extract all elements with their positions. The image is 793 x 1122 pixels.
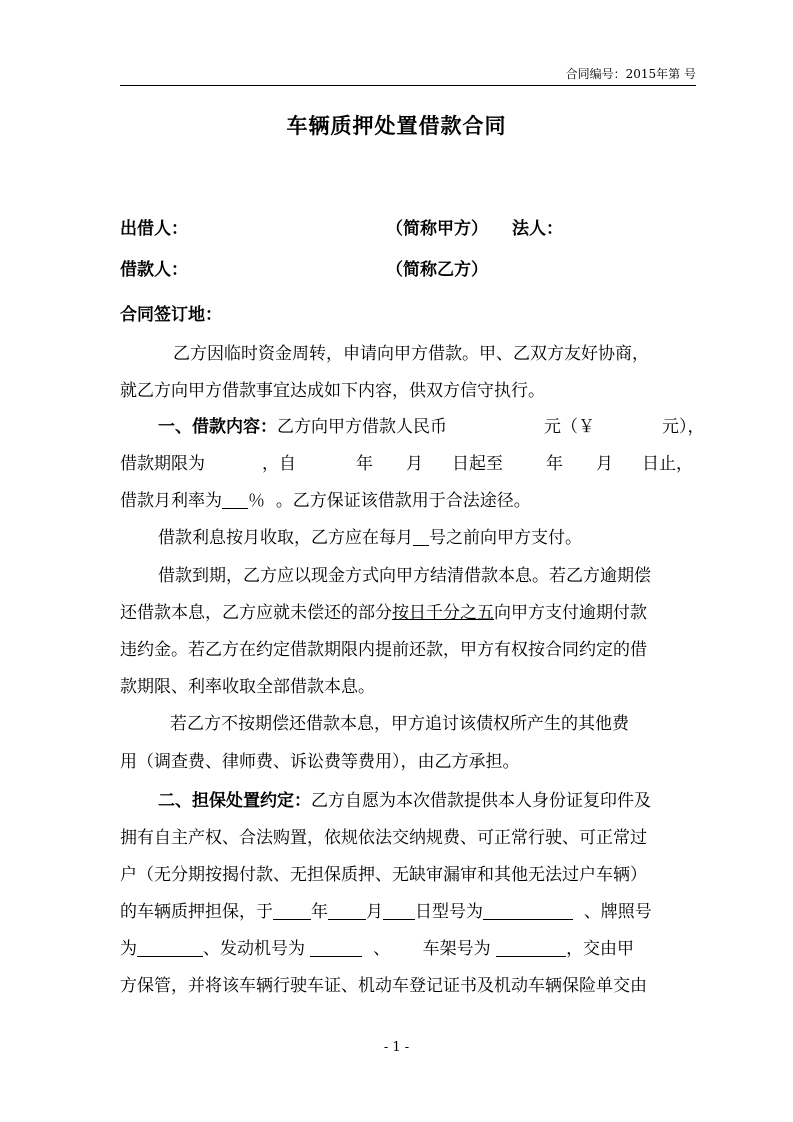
cost-line-1: 若乙方不按期偿还借款本息，甲方追讨该债权所产生的其他费 [170, 714, 629, 734]
pledge-year-blank [273, 901, 311, 920]
section2-line-2: 拥有自主产权、合法购置，依规依法交纳规费、可正常行驶、可正常过 [120, 828, 647, 848]
engine-label: 、发动机号为 [203, 939, 305, 959]
term-label: 借款期限为 [120, 454, 205, 474]
rate-label: 借款月利率为 [120, 491, 222, 511]
amount-yuan-label: 元（￥ [544, 417, 595, 437]
penalty-rate: 按日千分之五 [392, 603, 494, 623]
term-end-day: 日止， [642, 454, 693, 474]
pledge-day-blank [383, 901, 415, 920]
section2-line-5 [120, 937, 634, 961]
plate-label: 、牌照号 [583, 902, 652, 922]
legal-rep-label: 法人： [512, 219, 563, 239]
model-label: 日型号为 [415, 902, 483, 922]
term-end-year: 年 [546, 454, 563, 474]
pledge-year-label: 年 [311, 902, 328, 922]
document-title: 车辆质押处置借款合同 [286, 113, 507, 138]
due-line-4: 款期限、利率收取全部借款本息。 [120, 677, 375, 697]
section2-line-6: 方保管，并将该车辆行驶车证、机动车登记证书及机动车辆保险单交由 [120, 976, 647, 996]
section2-line-1 [158, 789, 651, 813]
page-number: - 1 - [383, 1040, 410, 1055]
due-line-1: 借款到期，乙方应以现金方式向甲方结清借款本息。若乙方逾期偿 [158, 566, 651, 586]
section2-line-4 [120, 900, 652, 924]
due-line-2 [120, 601, 647, 625]
engine-blank [310, 938, 362, 957]
section2-line-3: 户（无分期按揭付款、无担保质押、无缺审漏审和其他无法过户车辆） [120, 865, 647, 885]
rate-percent: ％ [248, 491, 265, 511]
interest-line [158, 526, 582, 550]
section2-text-1: 乙方自愿为本次借款提供本人身份证复印件及 [311, 791, 651, 811]
rate-blank [222, 490, 248, 509]
term-start-year: 年 [356, 454, 373, 474]
pledge-date-text: 的车辆质押担保，于 [120, 902, 273, 922]
pledge-month-label: 月 [366, 902, 383, 922]
plate-blank [137, 938, 203, 957]
interest-text-a: 借款利息按月收取，乙方应在每月 [158, 528, 413, 548]
sign-place-label: 合同签订地： [120, 305, 222, 325]
pledge-month-blank [328, 901, 366, 920]
due-line-2a: 还借款本息，乙方应就未偿还的部分 [120, 603, 392, 623]
term-from: ，自 [262, 454, 296, 474]
lender-abbr: （简称甲方） [386, 219, 488, 239]
intro-line-2: 就乙方向甲方借款事宜达成如下内容，供双方信守执行。 [120, 381, 545, 401]
line5-separator: 、 [373, 939, 391, 959]
contract-number: 合同编号：2015年第 号 [565, 67, 696, 81]
term-end-month: 月 [596, 454, 613, 474]
section2-heading: 二、担保处置约定： [158, 791, 311, 811]
frame-blank [496, 938, 566, 957]
interest-day-blank [413, 527, 429, 546]
cost-line-2: 用（调查费、律师费、诉讼费等费用），由乙方承担。 [120, 752, 520, 772]
intro-line-1: 乙方因临时资金周转，申请向甲方借款。甲、乙双方友好协商， [173, 344, 649, 364]
section1-heading: 一、借款内容： [158, 417, 277, 437]
model-blank [483, 901, 573, 920]
frame-label: 车架号为 [422, 939, 491, 959]
term-start-month: 月 [406, 454, 423, 474]
interest-text-b: 号之前向甲方支付。 [429, 528, 582, 548]
section1-line-1 [158, 415, 447, 439]
loan-amount-text: 乙方向甲方借款人民币 [277, 417, 447, 437]
lender-label: 出借人： [120, 219, 188, 239]
line5-prefix: 为 [120, 939, 137, 959]
rate-line [120, 489, 531, 513]
term-start-day: 日起至 [452, 454, 503, 474]
rate-rest: 。乙方保证该借款用于合法途径。 [275, 491, 531, 511]
borrower-abbr: （简称乙方） [386, 260, 488, 280]
line5-end: ，交由甲 [566, 939, 635, 959]
due-line-3: 违约金。若乙方在约定借款期限内提前还款，甲方有权按合同约定的借 [120, 640, 647, 660]
amount-yuan-close: 元）， [662, 417, 705, 437]
due-line-2b: 向甲方支付逾期付款 [494, 603, 647, 623]
borrower-label: 借款人： [120, 260, 188, 280]
contract-number-header [120, 66, 696, 86]
